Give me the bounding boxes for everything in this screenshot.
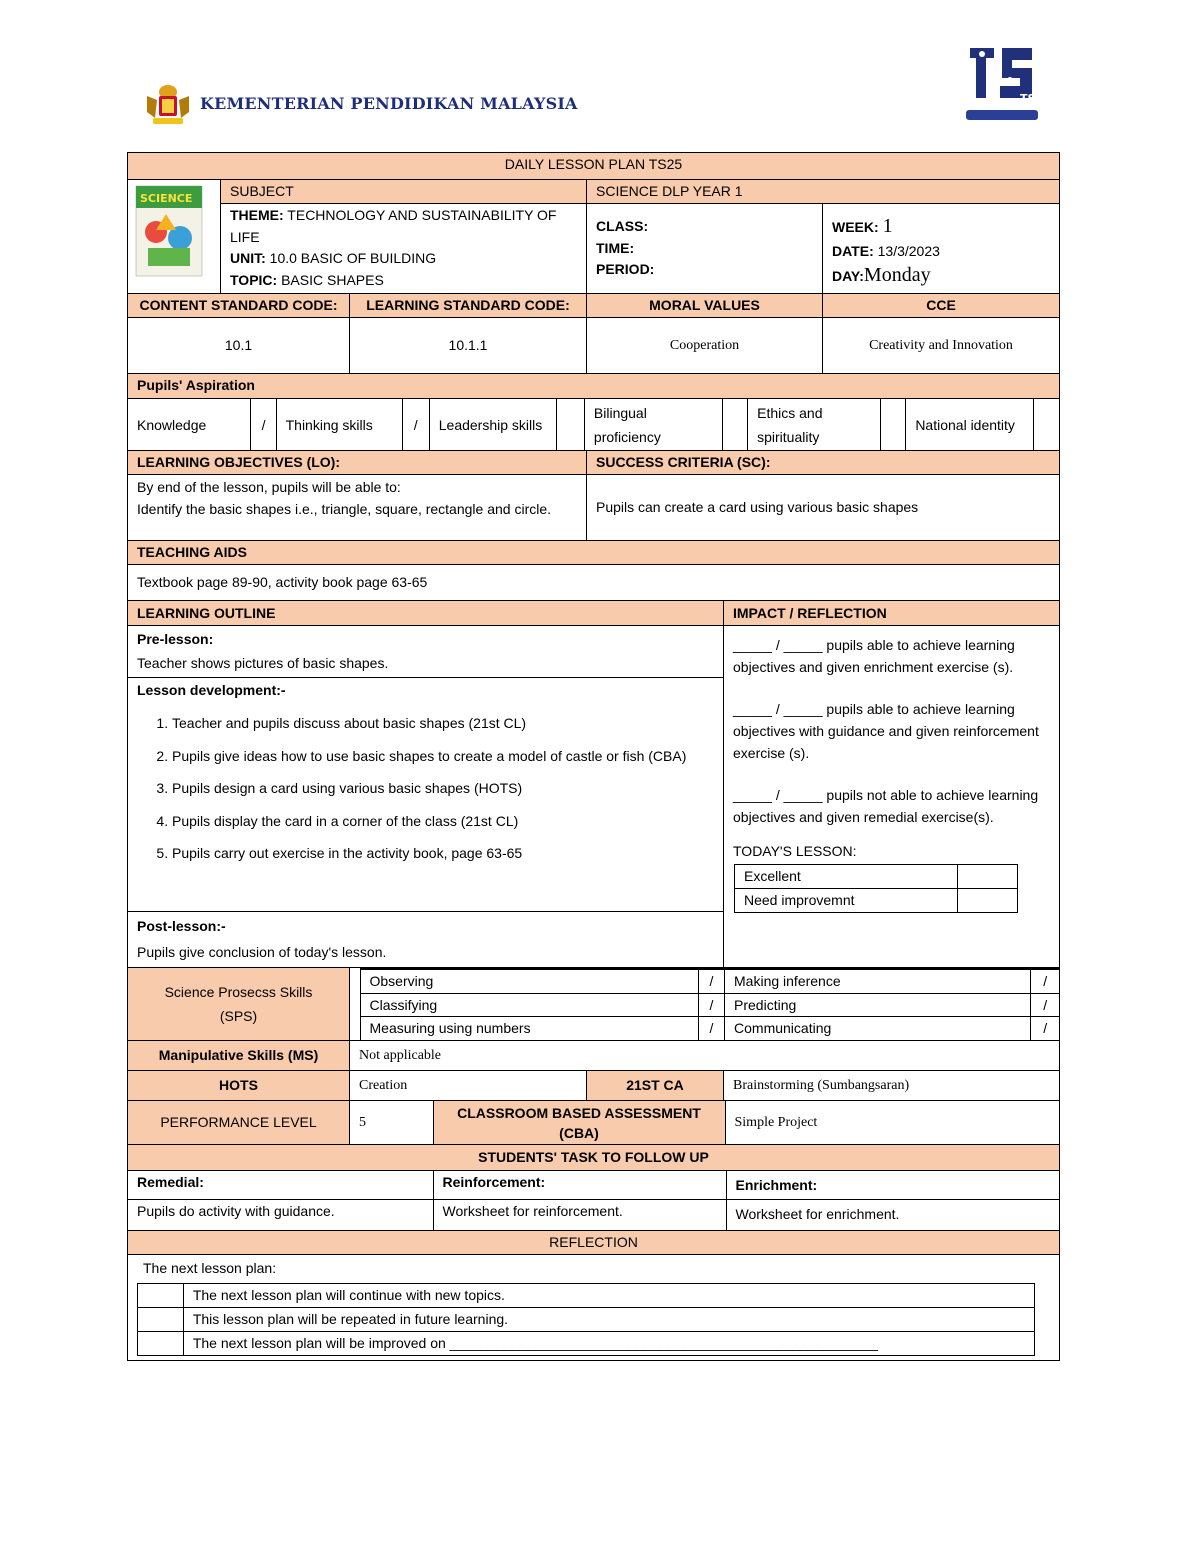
impact-label: IMPACT / REFLECTION xyxy=(724,601,1060,626)
remedial-label: Remedial: xyxy=(128,1171,433,1199)
aspiration-leadership-mark xyxy=(556,399,584,450)
followup-label: STUDENTS' TASK TO FOLLOW UP xyxy=(128,1145,1060,1171)
post-lesson-block xyxy=(128,912,723,966)
plan-title: DAILY LESSON PLAN TS25 xyxy=(128,153,1060,180)
week-date-cell xyxy=(823,204,1060,294)
cba-value: Simple Project xyxy=(734,1114,818,1130)
malaysia-coat-of-arms-icon xyxy=(143,82,193,128)
impact-cell xyxy=(724,626,1060,968)
lesson-plan-table xyxy=(127,152,1060,1361)
reflection-intro: The next lesson plan: xyxy=(143,1260,277,1276)
aspiration-national: National identity xyxy=(906,399,1034,450)
cce-value: Creativity and Innovation xyxy=(823,318,1060,374)
hots-label: HOTS xyxy=(128,1071,350,1101)
sps-making-inference: Making inference xyxy=(725,969,1031,993)
sps-classifying: Classifying xyxy=(360,993,698,1017)
aspiration-knowledge-mark: / xyxy=(251,399,276,450)
theme-value: TECHNOLOGY AND SUSTAINABILITY OF LIFE xyxy=(230,207,557,245)
ca-label: 21ST CA xyxy=(587,1071,724,1101)
today-need-improvement-box[interactable] xyxy=(958,889,1018,913)
learning-standard-label: LEARNING STANDARD CODE: xyxy=(350,294,587,318)
lo-label: LEARNING OBJECTIVES (LO): xyxy=(128,451,587,475)
lesson-step: 2. Pupils give ideas how to use basic shapes to create a model of castle or fish (CBA) xyxy=(172,740,714,773)
sps-cell xyxy=(350,968,1060,1041)
ms-value: Not applicable xyxy=(350,1041,1060,1071)
today-lesson-table xyxy=(734,864,1018,913)
aspiration-national-mark xyxy=(1034,399,1059,450)
outline-cell xyxy=(128,626,724,968)
reinforcement-label: Reinforcement: xyxy=(433,1171,726,1199)
topic-value: BASIC SHAPES xyxy=(277,271,384,288)
sps-communicating: Communicating xyxy=(725,1017,1031,1040)
reflection-checkbox[interactable] xyxy=(138,1332,184,1356)
lo-text xyxy=(128,475,587,541)
moral-values-value: Cooperation xyxy=(587,318,823,374)
reflection-cell xyxy=(128,1255,1060,1361)
pl-label: PERFORMANCE LEVEL xyxy=(128,1101,350,1145)
time-label: TIME: xyxy=(596,239,635,256)
content-standard-value: 10.1 xyxy=(128,318,350,374)
sps-classifying-mark: / xyxy=(698,993,724,1017)
post-lesson-text: Pupils give conclusion of today's lesson. xyxy=(137,944,387,960)
theme-cell xyxy=(221,204,587,294)
followup-row xyxy=(128,1171,1060,1231)
reflection-checkbox[interactable] xyxy=(138,1284,184,1308)
lesson-steps xyxy=(137,707,714,870)
subject-label: SUBJECT xyxy=(221,180,587,204)
aspiration-knowledge: Knowledge xyxy=(128,399,251,450)
reinforcement-value: Worksheet for reinforcement. xyxy=(433,1199,726,1230)
week-label: WEEK: xyxy=(832,219,879,235)
pre-lesson-block xyxy=(128,626,723,678)
ts25-logo-text: TS25 xyxy=(1020,92,1051,105)
pl-row xyxy=(350,1101,1060,1145)
reflection-options xyxy=(137,1283,1035,1356)
aspiration-ethics-mark xyxy=(881,399,906,450)
today-excellent-box[interactable] xyxy=(958,865,1018,889)
sps-measuring-mark: / xyxy=(698,1017,724,1040)
ms-label: Manipulative Skills (MS) xyxy=(128,1041,350,1071)
textbook-cover-icon xyxy=(136,186,202,276)
date-label: DATE: xyxy=(832,243,874,259)
sps-label: Science Prosecss Skills (SPS) xyxy=(128,968,350,1041)
cba-label: CLASSROOM BASED ASSESSMENT (CBA) xyxy=(433,1101,725,1144)
sps-observing-mark: / xyxy=(698,969,724,993)
aspiration-bilingual: Bilingual proficiency xyxy=(584,399,722,450)
sps-predicting: Predicting xyxy=(725,993,1031,1017)
aspiration-title: Pupils' Aspiration xyxy=(128,374,1060,399)
reflection-checkbox[interactable] xyxy=(138,1308,184,1332)
ts25-logo-icon xyxy=(962,40,1051,126)
day-label: DAY: xyxy=(832,268,864,284)
lesson-step: 5. Pupils carry out exercise in the activity book, page 63-65 xyxy=(172,837,714,870)
sps-communicating-mark: / xyxy=(1031,1017,1059,1040)
theme-label: THEME: xyxy=(230,207,284,223)
date-value: 13/3/2023 xyxy=(873,243,940,259)
book-cover-cell xyxy=(128,180,221,294)
content-standard-label: CONTENT STANDARD CODE: xyxy=(128,294,350,318)
aspiration-thinking: Thinking skills xyxy=(276,399,402,450)
today-lesson-label: TODAY'S LESSON: xyxy=(733,843,857,859)
book-cover-text: SCIENCE xyxy=(140,192,193,205)
sps-predicting-mark: / xyxy=(1031,993,1059,1017)
enrichment-value: Worksheet for enrichment. xyxy=(726,1199,1060,1230)
lesson-development-block xyxy=(128,678,723,912)
period-label: PERIOD: xyxy=(596,261,655,277)
week-value: 1 xyxy=(882,215,893,237)
sps-observing: Observing xyxy=(360,969,698,993)
sps-making-inference-mark: / xyxy=(1031,969,1059,993)
aspiration-bilingual-mark xyxy=(722,399,747,450)
day-value: Monday xyxy=(863,264,931,286)
ministry-name: KEMENTERIAN PENDIDIKAN MALAYSIA xyxy=(200,94,578,113)
aspiration-ethics: Ethics and spirituality xyxy=(748,399,881,450)
reflection-label: REFLECTION xyxy=(128,1231,1060,1255)
aspiration-thinking-mark: / xyxy=(402,399,429,450)
aspiration-leadership: Leadership skills xyxy=(429,399,556,450)
reflection-option: This lesson plan will be repeated in future learning. xyxy=(183,1308,1034,1332)
aids-value: Textbook page 89-90, activity book page 63-65 xyxy=(128,565,1060,601)
reflection-option: The next lesson plan will be improved on _______________________________________________________ xyxy=(183,1332,1034,1356)
enrichment-label: Enrichment: xyxy=(726,1171,1060,1199)
aids-label: TEACHING AIDS xyxy=(128,541,1060,565)
lo-line-2: Identify the basic shapes i.e., triangle, square, rectangle and circle. xyxy=(137,501,552,517)
reflection-option: The next lesson plan will continue with new topics. xyxy=(183,1284,1034,1308)
subject-value: SCIENCE DLP YEAR 1 xyxy=(587,180,1060,204)
unit-value: 10.0 BASIC OF BUILDING xyxy=(265,250,437,266)
pre-lesson-text: Teacher shows pictures of basic shapes. xyxy=(137,655,389,671)
class-time-cell xyxy=(587,204,823,294)
sps-measuring: Measuring using numbers xyxy=(360,1017,698,1040)
topic-label: TOPIC: xyxy=(230,271,278,288)
today-excellent: Excellent xyxy=(735,865,958,889)
class-label: CLASS: xyxy=(596,218,649,234)
lesson-step: 1. Teacher and pupils discuss about basic shapes (21st CL) xyxy=(172,707,714,740)
cce-label: CCE xyxy=(823,294,1060,318)
post-lesson-label: Post-lesson:- xyxy=(137,918,226,934)
impact-enrichment: _____ / _____ pupils able to achieve learning objectives and given enrichment exercise (s). xyxy=(733,637,1015,675)
pl-value: 5 xyxy=(350,1101,433,1144)
lesson-step: 4. Pupils display the card in a corner of the class (21st CL) xyxy=(172,805,714,838)
outline-label: LEARNING OUTLINE xyxy=(128,601,724,626)
lo-line-1: By end of the lesson, pupils will be able to: xyxy=(137,479,401,495)
moral-values-label: MORAL VALUES xyxy=(587,294,823,318)
sc-label: SUCCESS CRITERIA (SC): xyxy=(587,451,1060,475)
remedial-value: Pupils do activity with guidance. xyxy=(128,1199,433,1230)
impact-reinforcement: _____ / _____ pupils able to achieve learning objectives with guidance and given reinforcement exercise (s). xyxy=(733,701,1039,761)
today-need-improvement: Need improvemnt xyxy=(735,889,958,913)
ca-value: Brainstorming (Sumbangsaran) xyxy=(724,1071,1060,1101)
lesson-step: 3. Pupils design a card using various basic shapes (HOTS) xyxy=(172,772,714,805)
sc-text: Pupils can create a card using various basic shapes xyxy=(587,475,1060,541)
pre-lesson-label: Pre-lesson: xyxy=(137,631,214,647)
unit-label: UNIT: xyxy=(230,250,266,266)
hots-value: Creation xyxy=(350,1071,587,1101)
aspiration-row xyxy=(128,399,1060,451)
lesson-development-label: Lesson development:- xyxy=(137,682,286,698)
impact-remedial: _____ / _____ pupils not able to achieve learning objectives and given remedial exercise(s). xyxy=(733,787,1039,825)
learning-standard-value: 10.1.1 xyxy=(350,318,587,374)
